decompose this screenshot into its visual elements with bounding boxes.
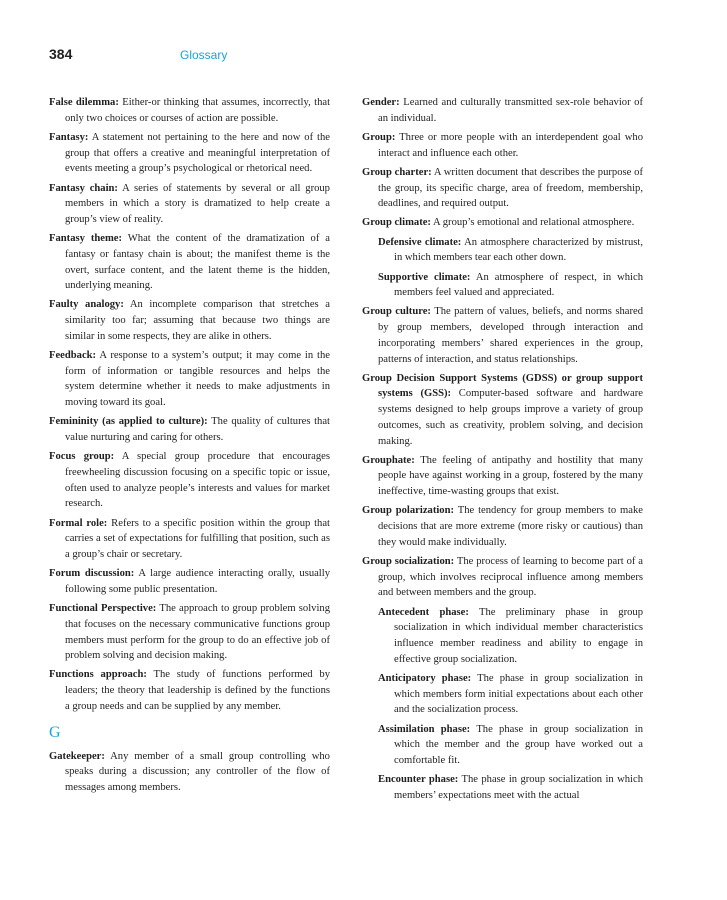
glossary-definition: Learned and culturally transmitted sex-role behavior of an individual. xyxy=(378,97,643,124)
glossary-term: Anticipatory phase: xyxy=(378,672,472,684)
glossary-entry xyxy=(362,304,643,367)
glossary-definition: The tendency for group members to make decisions that are more extreme (more risky or cautious) than they would make individually. xyxy=(378,505,643,548)
glossary-entry xyxy=(49,749,330,796)
glossary-entry xyxy=(362,235,643,266)
glossary-definition: The preliminary phase in group socialization in which individual member characteristics influence member readiness and ability to engage in effective group socialization. xyxy=(394,606,643,665)
glossary-definition: A response to a system’s output; it may come in the form of information or tangible resources and helps the system determine whether it needs to make adjustments in moving toward its goal. xyxy=(65,350,330,409)
glossary-entry xyxy=(49,95,330,126)
glossary-entry xyxy=(49,414,330,445)
glossary-entry xyxy=(362,503,643,550)
glossary-entry xyxy=(362,270,643,301)
glossary-definition: Three or more people with an interdependent goal who interact and influence each other. xyxy=(378,131,643,159)
glossary-entry xyxy=(362,605,643,668)
glossary-term: Grouphate: xyxy=(362,454,415,466)
glossary-term: Group polarization: xyxy=(362,505,455,517)
glossary-definition: The pattern of values, beliefs, and norms shared by group members, developed through interaction and incorporating members’ shared experiences in the group, patterns of interaction, and status relationships. xyxy=(378,306,643,365)
glossary-term: Fantasy chain: xyxy=(49,182,118,194)
glossary-definition: An incomplete comparison that stretches a similarity too far; assuming that because two things are similar in some respects, they are alike in others. xyxy=(65,299,330,342)
glossary-definition: A group’s emotional and relational atmosphere. xyxy=(433,217,635,229)
glossary-entry xyxy=(362,165,643,212)
glossary-entry xyxy=(362,453,643,500)
glossary-entry xyxy=(49,566,330,597)
glossary-entry xyxy=(362,371,643,450)
glossary-entry xyxy=(362,95,643,126)
glossary-entry xyxy=(49,181,330,228)
glossary-entry xyxy=(49,449,330,512)
left-entries-g xyxy=(49,749,330,796)
right-entries xyxy=(362,95,643,804)
glossary-term: Encounter phase: xyxy=(378,774,459,786)
left-column xyxy=(49,95,330,799)
glossary-entry xyxy=(49,348,330,411)
glossary-term: Gatekeeper: xyxy=(49,750,105,762)
glossary-definition: The quality of cultures that value nurturing and caring for others. xyxy=(65,416,330,444)
glossary-entry xyxy=(49,601,330,664)
right-column xyxy=(362,95,643,807)
glossary-definition: Either-or thinking that assumes, incorrectly, that only two choices or courses of action are possible. xyxy=(65,97,331,124)
glossary-definition: A series of statements by several or all group members in which a story is dramatized to help create a group’s view of reality. xyxy=(65,182,330,225)
glossary-entry xyxy=(362,671,643,718)
glossary-definition: The phase in group socialization in which members form initial expectations about each other and the socialization process. xyxy=(394,672,643,716)
glossary-entry xyxy=(362,215,643,231)
glossary-term: Formal role: xyxy=(49,517,108,529)
glossary-definition: A special group procedure that encourages freewheeling discussion focusing on a specific topic or issue, often used to analyze people’s interests and values for market research. xyxy=(65,451,330,510)
glossary-term: Functional Perspective: xyxy=(49,603,157,615)
glossary-definition: What the content of the dramatization of a fantasy or fantasy chain is about; the manifest theme is the overt, surface content, and the latent theme is the hidden, underlying meaning. xyxy=(65,233,330,292)
glossary-definition: A written document that describes the purpose of the group, its specific charge, area of freedom, membership, deadlines, and required output. xyxy=(378,166,643,210)
glossary-term: Gender: xyxy=(362,97,400,108)
glossary-definition: An atmosphere of respect, in which members feel valued and appreciated. xyxy=(394,271,643,299)
glossary-term: Assimilation phase: xyxy=(378,723,471,735)
glossary-term: Functions approach: xyxy=(49,669,147,681)
glossary-entry xyxy=(362,772,643,803)
glossary-term: Group Decision Support Systems (GDSS) or group support systems (GSS): xyxy=(362,372,643,400)
glossary-definition: The approach to group problem solving that focuses on the necessary communicative functions group members must perform for the group to do an effective job of problem solving and decision making. xyxy=(65,603,331,662)
glossary-term: Defensive climate: xyxy=(378,236,462,248)
glossary-entry xyxy=(49,231,330,294)
glossary-term: Group: xyxy=(362,131,396,143)
glossary-term: Group socialization: xyxy=(362,555,455,567)
glossary-definition: Computer-based software and hardware systems designed to help groups improve a variety of group outcomes, such as creativity, problem solving, and decision making. xyxy=(378,388,643,447)
glossary-entry xyxy=(49,667,330,714)
glossary-definition: The feeling of antipathy and hostility that many people have against working in a group, fostered by the many ineffective, time-wasting groups that exist. xyxy=(378,454,643,498)
glossary-definition: An atmosphere characterized by mistrust, in which members tear each other down. xyxy=(394,236,643,264)
glossary-entry xyxy=(362,554,643,601)
glossary-term: Fantasy: xyxy=(49,131,89,143)
running-head: Glossary xyxy=(180,48,228,62)
glossary-term: Faulty analogy: xyxy=(49,299,124,311)
glossary-term: Fantasy theme: xyxy=(49,233,123,245)
glossary-term: Feedback: xyxy=(49,350,97,362)
glossary-definition: Any member of a small group controlling who speaks during a discussion; any controller of the flow of messages among members. xyxy=(65,750,330,793)
glossary-definition: The study of functions performed by leaders; the theory that leadership is defined by the functions a group needs and can be supplied by any member. xyxy=(65,669,330,712)
section-letter-g: G xyxy=(49,723,61,741)
glossary-entry xyxy=(362,130,643,161)
glossary-entry xyxy=(49,130,330,177)
left-entries-f xyxy=(49,95,330,715)
glossary-definition: A statement not pertaining to the here and now of the group that offers a creative and meaningful interpretation of events meeting a group’s psychological or rhetorical need. xyxy=(65,131,330,175)
glossary-term: Group culture: xyxy=(362,306,431,318)
glossary-entry xyxy=(362,722,643,769)
glossary-definition: The phase in group socialization in which the member and the group have worked out a comfortable fit. xyxy=(394,723,643,766)
page-number: 384 xyxy=(49,46,73,62)
glossary-term: Focus group: xyxy=(49,451,115,463)
glossary-term: Femininity (as applied to culture): xyxy=(49,416,208,428)
glossary-term: False dilemma: xyxy=(49,97,119,108)
glossary-definition: A large audience interacting orally, usually following some public presentation. xyxy=(65,568,330,595)
glossary-term: Forum discussion: xyxy=(49,568,135,580)
glossary-definition: The phase in group socialization in which members’ expectations meet with the actual xyxy=(394,774,643,801)
glossary-term: Antecedent phase: xyxy=(378,606,469,618)
glossary-definition: The process of learning to become part of a group, which involves reciprocal influence among members and between members and the group. xyxy=(378,555,644,599)
glossary-term: Group charter: xyxy=(362,166,432,178)
glossary-entry xyxy=(49,297,330,344)
glossary-entry xyxy=(49,516,330,563)
glossary-term: Supportive climate: xyxy=(378,271,471,283)
glossary-term: Group climate: xyxy=(362,217,431,229)
glossary-definition: Refers to a specific position within the group that carries a set of expectations for fulfilling that position, such as a group’s chair or secretary. xyxy=(65,517,330,560)
